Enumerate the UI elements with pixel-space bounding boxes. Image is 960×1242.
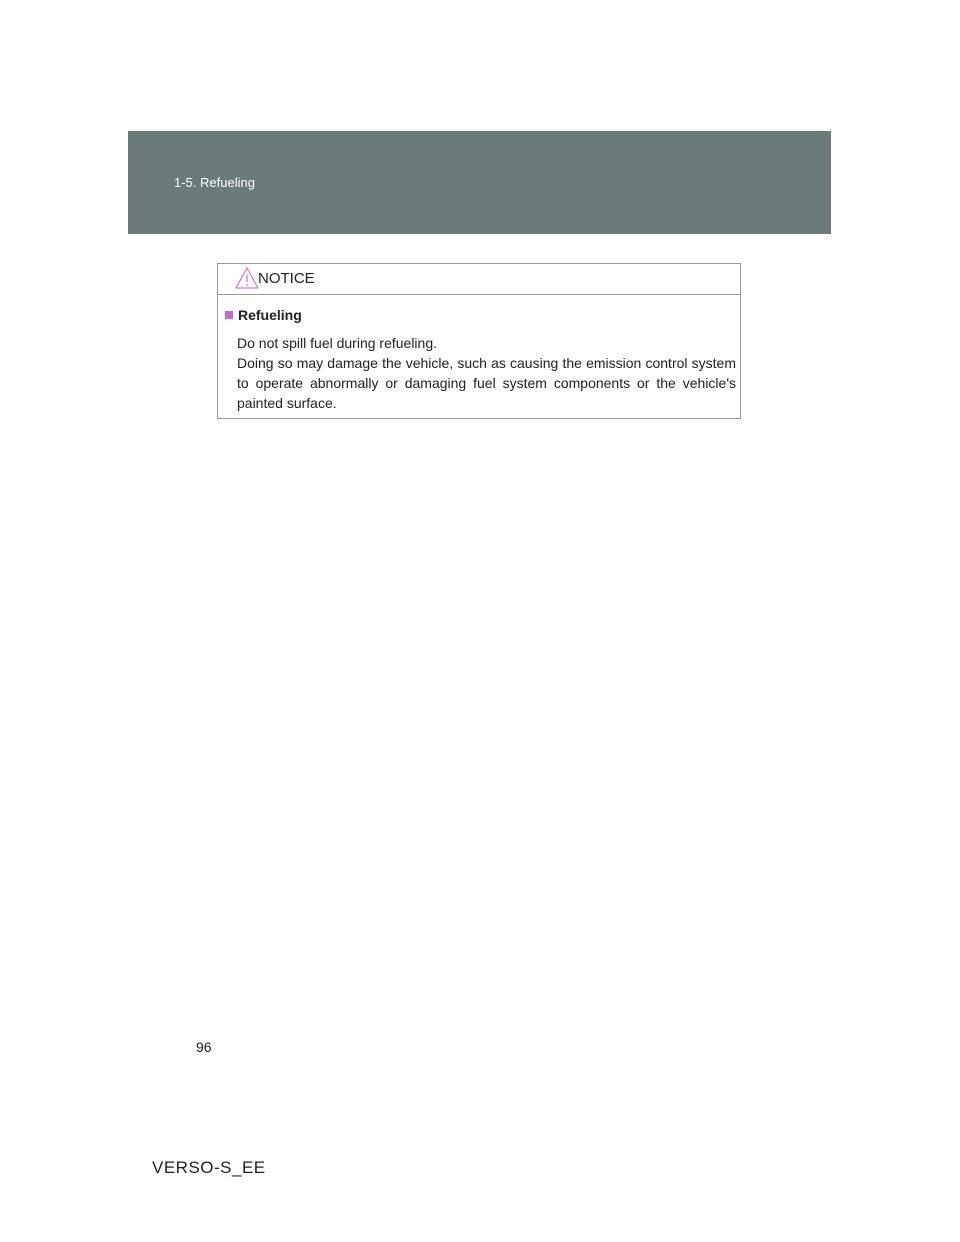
notice-line: Do not spill fuel during refueling.: [237, 335, 438, 351]
page-number: 96: [196, 1039, 212, 1055]
notice-item-heading-text: Refueling: [238, 307, 302, 323]
notice-title: NOTICE: [258, 270, 315, 287]
square-bullet-icon: [225, 311, 233, 319]
notice-box: [217, 263, 741, 419]
notice-body: [218, 295, 740, 413]
notice-line: Doing so may damage the vehicle, such as causing the emission control system to operate abnormally or damaging fuel system components or the vehicle's painted surface.: [237, 355, 736, 411]
warning-triangle-icon: [235, 267, 259, 289]
document-id: VERSO-S_EE: [152, 1158, 266, 1177]
notice-header: [218, 264, 740, 295]
notice-item-heading: [225, 307, 736, 323]
section-header-band: [128, 131, 831, 234]
section-title: 1-5. Refueling: [174, 175, 255, 190]
notice-item-text: [237, 333, 736, 413]
